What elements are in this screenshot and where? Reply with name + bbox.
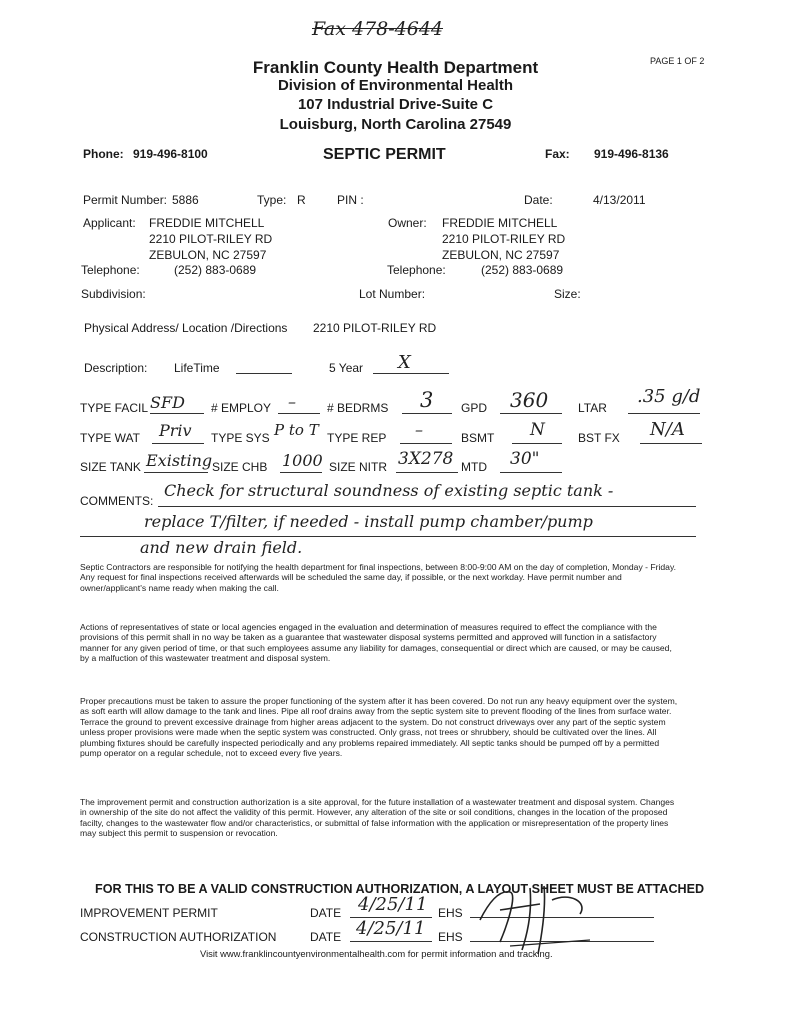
division-name: Division of Environmental Health — [277, 77, 514, 94]
permit-number: 5886 — [172, 193, 199, 207]
construction-date-label: DATE — [310, 930, 342, 944]
lot-number-label: Lot Number: — [359, 287, 426, 301]
owner-label: Owner: — [388, 216, 427, 230]
comment-line-2: replace T/filter, if needed - install pump chamber/pump — [144, 512, 593, 531]
size-nitr-value: 3X278 — [398, 449, 454, 469]
employ-value: – — [288, 392, 296, 411]
five-year-blank — [373, 373, 449, 374]
type-rep-label: TYPE REP — [327, 431, 387, 445]
owner-name: FREDDIE MITCHELL — [442, 216, 558, 230]
bsmt-line — [512, 443, 562, 444]
liability-disclaimer: Actions of representatives of state or local agencies engaged in the evaluation and determination of measures required to effect the compliance with the provisions of this permit shall in no way be taken as a guarantee that wastewater disposal systems permitted and approved will function in a satisfactory manner for any given period of time, or that such employees assume any liability for damages, consequential or direct which are caused, or may be caused, by a malfuction of this wastewater treatment and disposal system. — [80, 622, 672, 664]
construction-date-line — [350, 941, 432, 942]
type-facil-value: SFD — [150, 393, 185, 412]
lifetime-label: LifeTime — [174, 361, 220, 375]
type-wat-value: Priv — [159, 421, 192, 440]
size-chb-line — [280, 472, 322, 473]
pin-label: PIN : — [337, 193, 364, 207]
ltar-line — [628, 413, 700, 414]
ltar-value: .35 g/d — [637, 386, 701, 407]
size-tank-line — [144, 472, 208, 473]
size-nitr-label: SIZE NITR — [329, 460, 388, 474]
type-facil-line — [150, 413, 204, 414]
applicant-name: FREDDIE MITCHELL — [149, 216, 265, 230]
document-title: SEPTIC PERMIT — [323, 146, 446, 163]
type-sys-value: P to T — [274, 421, 319, 439]
size-chb-value: 1000 — [282, 451, 323, 470]
permit-date: 4/13/2011 — [593, 193, 646, 207]
comment-rule-2 — [80, 536, 696, 537]
street-address: 107 Industrial Drive-Suite C — [297, 96, 494, 113]
permit-validity-text: The improvement permit and construction authorization is a site approval, for the future installation of a wastewater treatment and disposal system. Changes in ownership of the site do not affect the validity of this permit. However, any alteration of the site or soil conditions, changes in the location of the proposed facilty, changes to the wastewater flow and/or characteristics, or submittal of false information with the application or misrepresentation of the property lines may subject this permit to suspension or revocation. — [80, 797, 675, 839]
fax-number: 919-496-8136 — [594, 147, 669, 161]
subdivision-label: Subdivision: — [81, 287, 146, 301]
construction-ehs-label: EHS — [438, 930, 463, 944]
gpd-value: 360 — [510, 388, 549, 412]
applicant-tel: (252) 883-0689 — [174, 263, 257, 277]
city-address: Louisburg, North Carolina 27549 — [279, 116, 512, 133]
mtd-label: MTD — [461, 460, 487, 474]
applicant-tel-label: Telephone: — [81, 263, 140, 277]
tracking-url-text: Visit www.franklincountyenvironmentalhealth.com for permit information and tracking. — [200, 948, 553, 959]
permit-type: R — [297, 193, 306, 207]
bst-fx-line — [640, 443, 702, 444]
size-tank-value: Existing — [146, 451, 213, 470]
improvement-ehs-label: EHS — [438, 906, 463, 920]
size-label: Size: — [554, 287, 581, 301]
bsmt-value: N — [530, 420, 545, 440]
owner-address1: 2210 PILOT-RILEY RD — [442, 232, 566, 246]
mtd-value: 30" — [510, 449, 540, 469]
mtd-line — [500, 472, 562, 473]
employ-label: # EMPLOY — [211, 401, 272, 415]
bsmt-label: BSMT — [461, 431, 495, 445]
owner-tel: (252) 883-0689 — [481, 263, 564, 277]
employ-line — [278, 413, 320, 414]
applicant-address1: 2210 PILOT-RILEY RD — [149, 232, 273, 246]
construction-auth-label: CONSTRUCTION AUTHORIZATION — [80, 930, 277, 944]
comments-label: COMMENTS: — [80, 494, 154, 508]
fax-note: Fax 478-4644 — [312, 18, 444, 40]
five-year-mark: X — [398, 352, 411, 373]
owner-tel-label: Telephone: — [387, 263, 446, 277]
comment-rule-1 — [158, 506, 696, 507]
size-tank-label: SIZE TANK — [80, 460, 141, 474]
type-facil-label: TYPE FACIL — [80, 401, 149, 415]
layout-sheet-notice: FOR THIS TO BE A VALID CONSTRUCTION AUTHORIZATION, A LAYOUT SHEET MUST BE ATTACHED — [95, 882, 705, 896]
fax-label: Fax: — [545, 147, 570, 161]
description-label: Description: — [84, 361, 148, 375]
phone-number: 919-496-8100 — [133, 147, 208, 161]
gpd-line — [500, 413, 562, 414]
type-wat-line — [152, 443, 204, 444]
five-year-label: 5 Year — [329, 361, 364, 375]
owner-address2: ZEBULON, NC 27597 — [442, 248, 560, 262]
physical-address: 2210 PILOT-RILEY RD — [313, 321, 437, 335]
bedrms-value: 3 — [420, 388, 434, 412]
gpd-label: GPD — [461, 401, 488, 415]
improvement-date-label: DATE — [310, 906, 342, 920]
permit-number-label: Permit Number: — [83, 193, 168, 207]
size-chb-label: SIZE CHB — [212, 460, 268, 474]
type-wat-label: TYPE WAT — [80, 431, 140, 445]
phone-label: Phone: — [83, 147, 124, 161]
applicant-address2: ZEBULON, NC 27597 — [149, 248, 267, 262]
contractor-notice: Septic Contractors are responsible for notifying the health department for final inspections, between 8:00-9:00 AM on the day of completion, Monday - Friday. Any request for final inspections received afterwards will be scheduled the same day, if possible, or the next workday. Have permit number and owner/applicant's name ready when making the call. — [80, 562, 677, 593]
type-rep-line — [400, 443, 452, 444]
improvement-permit-label: IMPROVEMENT PERMIT — [80, 906, 218, 920]
bst-fx-value: N/A — [650, 419, 685, 440]
comment-line-3: and new drain field. — [140, 538, 303, 557]
department-name: Franklin County Health Department — [252, 58, 539, 77]
improvement-date: 4/25/11 — [358, 894, 428, 915]
permit-date-label: Date: — [524, 193, 553, 207]
comment-line-1: Check for structural soundness of existing septic tank - — [164, 481, 614, 500]
construction-date: 4/25/11 — [356, 918, 426, 939]
page-label: PAGE 1 OF 2 — [650, 56, 705, 66]
permit-type-label: Type: — [257, 193, 287, 207]
applicant-label: Applicant: — [83, 216, 136, 230]
bedrms-line — [402, 413, 452, 414]
size-nitr-line — [396, 472, 458, 473]
ltar-label: LTAR — [578, 401, 607, 415]
type-sys-label: TYPE SYS — [211, 431, 270, 445]
type-rep-value: – — [415, 420, 423, 439]
bedrms-label: # BEDRMS — [327, 401, 389, 415]
physical-address-label: Physical Address/ Location /Directions — [84, 321, 288, 335]
precautions-text: Proper precautions must be taken to assure the proper functioning of the system after it has been covered. Do not run any heavy equipment over the system, as soft earth will allow damage to the tank and lines. Pipe all roof drains away from the septic system site to prevent flooding of the lines from surface water. Terrace the ground to prevent excessive drainage from higher areas adjacent to the system. Do not construct driveways over any part of the septic system unless proper provisions were made when the septic system was constructed. Only grass, not trees or shrubbery, should be cultivated over the lines. All plumbing fixtures should be carefully inspected periodically and any problems repaired immediately. All septic tanks should be pumped off by a permitted pump operator on a regular schedule, not to exceed every five years. — [80, 696, 678, 759]
lifetime-blank — [236, 373, 292, 374]
bst-fx-label: BST FX — [578, 431, 620, 445]
